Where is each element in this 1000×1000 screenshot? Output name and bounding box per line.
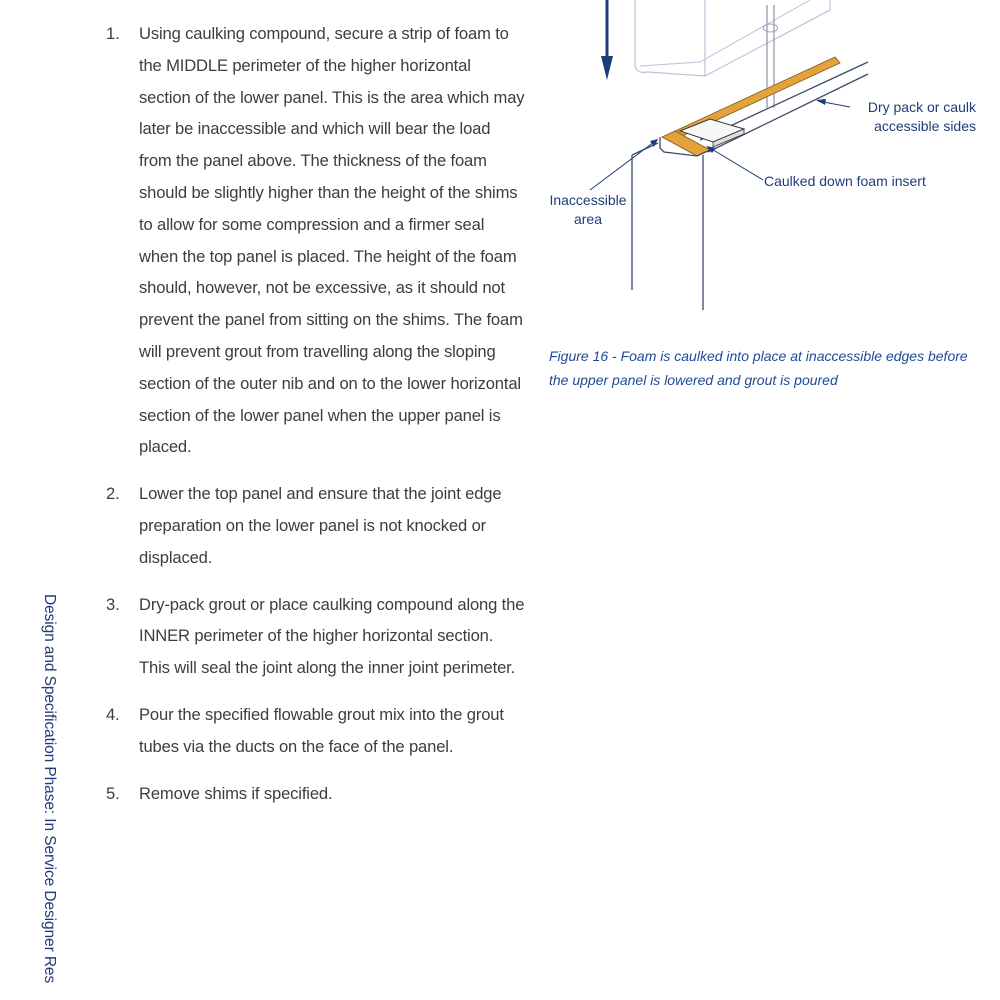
figure-caption: Figure 16 - Foam is caulked into place at inaccessible edges before the upper panel is lowered and grout is poured (549, 348, 968, 388)
step-text: Remove shims if specified. (139, 783, 333, 803)
upper-panel-nib (640, 0, 810, 66)
upper-panel-outline (635, 0, 705, 76)
step-text: Pour the specified flowable grout mix into the grout tubes via the ducts on the face of the panel. (139, 704, 504, 756)
instruction-list (106, 18, 526, 824)
grout-tube-top (764, 24, 778, 32)
running-sidebar-title: Design and Specification Phase: In Service Designer Res (41, 594, 58, 984)
label-caulked-foam: Caulked down foam insert (764, 173, 926, 189)
step-number: 1. (106, 24, 120, 43)
joint-diagram-svg (540, 0, 1000, 330)
step-text: Using caulking compound, secure a strip of foam to the MIDDLE perimeter of the higher horizontal section of the lower panel. This is the area which may later be inaccessible and which will bear the load from the panel above. The thickness of the foam should be slightly higher than the height of the shims to allow for some compression and a firmer seal when the top panel is placed. The height of the foam should, however, not be excessive, as it should not prevent the panel from sitting on the shims. The foam will prevent grout from travelling along the sloping section of the outer nib and on to the lower horizontal section of the lower panel when the upper panel is placed. (139, 24, 525, 457)
step-text: Lower the top panel and ensure that the joint edge preparation on the lower panel is not knocked or displaced. (139, 484, 502, 567)
step-number: 2. (106, 484, 120, 504)
figure-16-diagram (540, 0, 1000, 330)
label-dry-pack: Dry pack or caulk accessible sides (867, 99, 976, 134)
label-inaccessible-area: Inaccessible area (549, 192, 627, 227)
step-text: Dry-pack grout or place caulking compound along the INNER perimeter of the higher horizontal section. This will seal the joint along the inner joint perimeter. (139, 594, 525, 678)
list-item (106, 699, 526, 763)
list-item (106, 18, 526, 463)
lowering-arrow-head (601, 56, 613, 80)
step-number: 3. (106, 594, 120, 614)
step-number: 4. (106, 704, 120, 724)
list-item (106, 778, 526, 810)
list-item (106, 478, 526, 573)
step-number: 5. (106, 783, 120, 803)
list-item (106, 589, 526, 684)
